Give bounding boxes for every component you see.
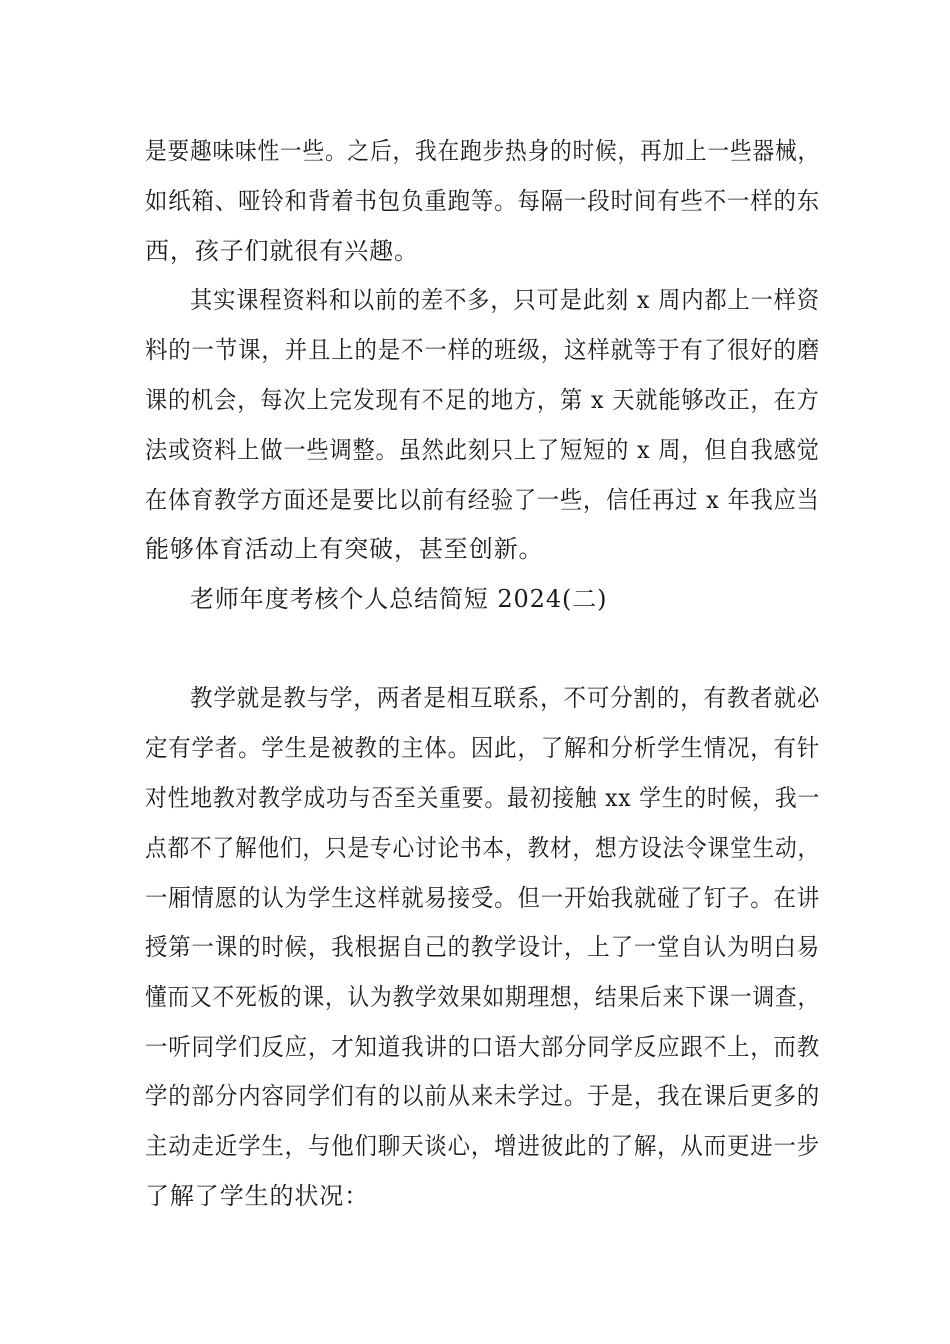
paragraph-line: 了解了学生的状况： xyxy=(145,1182,370,1210)
paragraph-line: 能够体育活动上有突破，甚至创新。 xyxy=(145,535,544,563)
paragraph-line: 授第一课的时候，我根据自己的教学设计，上了一堂自认为明白易 xyxy=(145,933,821,961)
paragraph-line: 一厢情愿的认为学生这样就易接受。但一开始我就碰了钉子。在讲 xyxy=(145,884,821,912)
section-heading: 老师年度考核个人总结简短 2024(二) xyxy=(190,585,608,613)
paragraph-first-line: 其实课程资料和以前的差不多，只可是此刻 x 周内都上一样资 xyxy=(190,286,820,314)
paragraph-line: 点都不了解他们，只是专心讨论书本，教材，想方设法令课堂生动， xyxy=(145,834,820,862)
paragraph-line: 在体育教学方面还是要比以前有经验了一些，信任再过 x 年我应当 xyxy=(145,486,820,514)
paragraph-line: 一听同学们反应，才知道我讲的口语大部分同学反应跟不上，而教 xyxy=(145,1033,821,1061)
paragraph-line: 是要趣味味性一些。之后，我在跑步热身的时候，再加上一些器械， xyxy=(145,137,820,165)
paragraph-line: 法或资料上做一些调整。虽然此刻只上了短短的 x 周，但自我感觉 xyxy=(145,436,820,464)
paragraph-line: 主动走近学生，与他们聊天谈心，增进彼此的了解，从而更进一步 xyxy=(145,1132,821,1160)
paragraph-line: 懂而又不死板的课，认为教学效果如期理想，结果后来下课一调查， xyxy=(145,983,820,1011)
paragraph-line: 学的部分内容同学们有的以前从来未学过。于是，我在课后更多的 xyxy=(145,1082,821,1110)
paragraph-line: 对性地教对教学成功与否至关重要。最初接触 xx 学生的时候，我一 xyxy=(145,784,821,812)
paragraph-first-line: 教学就是教与学，两者是相互联系，不可分割的，有教者就必 xyxy=(190,684,821,712)
paragraph-line: 西，孩子们就很有兴趣。 xyxy=(145,237,419,265)
paragraph-line: 料的一节课，并且上的是不一样的班级，这样就等于有了很好的磨 xyxy=(145,336,821,364)
paragraph-line: 课的机会，每次上完发现有不足的地方，第 x 天就能够改正，在方 xyxy=(145,386,820,414)
paragraph-line: 定有学者。学生是被教的主体。因此，了解和分析学生情况，有针 xyxy=(145,734,821,762)
paragraph-line: 如纸箱、哑铃和背着书包负重跑等。每隔一段时间有些不一样的东 xyxy=(145,187,821,215)
